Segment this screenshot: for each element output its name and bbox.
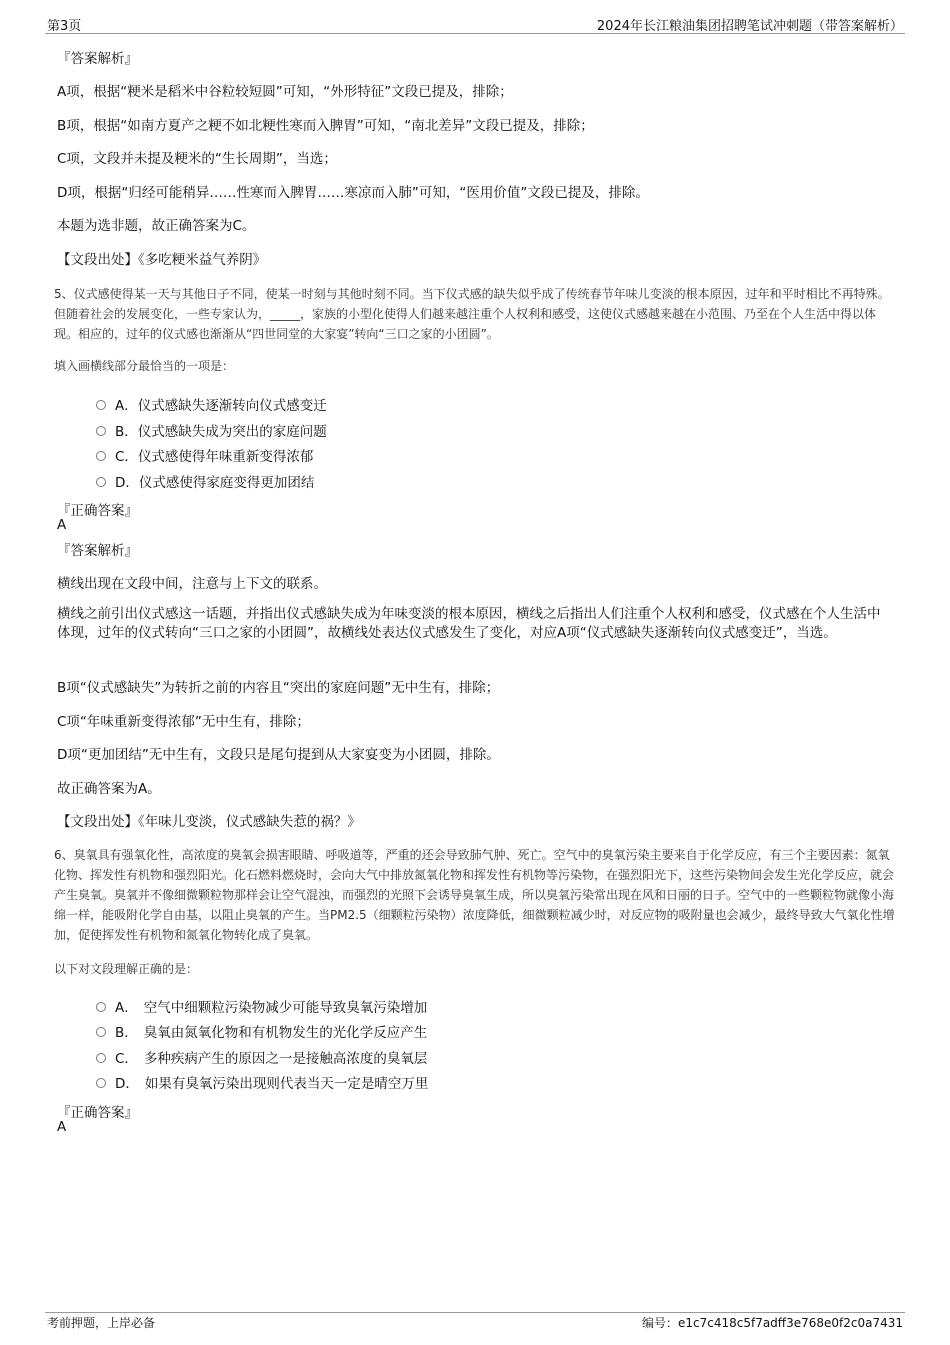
q5-analysis-3: B项“仪式感缺失”为转折之前的内容且“突出的家庭问题”无中生有，排除； <box>57 680 500 696</box>
q6-prompt: 以下对文段理解正确的是： <box>54 962 199 976</box>
q5-analysis-heading: 『答案解析』 <box>57 543 138 559</box>
radio-icon[interactable] <box>96 451 106 461</box>
q6-answer-heading: 『正确答案』 <box>57 1105 138 1121</box>
analysis-conclusion: 本题为选非题，故正确答案为C。 <box>57 218 256 234</box>
page-header <box>0 0 950 36</box>
q5-analysis-4: C项“年味重新变得浓郁”无中生有，排除； <box>57 714 310 730</box>
radio-icon[interactable] <box>96 1027 106 1037</box>
q6-answer: A <box>57 1119 67 1135</box>
analysis-line-a: A项，根据“粳米是稻米中谷粒较短圆”可知，“外形特征”文段已提及，排除； <box>57 84 513 100</box>
analysis-line-c: C项，文段并未提及粳米的“生长周期”，当选； <box>57 151 337 167</box>
q5-stem: 5、仪式感使得某一天与其他日子不同，使某一时刻与其他时刻不同。当下仪式感的缺失似乎成了传统春节年味儿变淡的根本原因，过年和平时相比不再特殊。但随着社会的发展变化，一些专家认为，_____，家族的小型化使得人们越来越注重个人权利和感受，这使仪式感越来越在小范围、乃至在个人生活中得以体现。相应的，过年的仪式感也渐渐从“四世同堂的大家宴”转向“三口之家的小团圆”。 <box>54 287 890 341</box>
footer-divider <box>45 1312 905 1313</box>
analysis-heading: 『答案解析』 <box>57 51 138 67</box>
footer-serial: 编号：e1c7c418c5f7adff3e768e0f2c0a7431 <box>641 1316 903 1330</box>
q5-prompt: 填入画横线部分最恰当的一项是： <box>54 359 235 373</box>
q5-option-c[interactable]: C．仪式感使得年味重新变得浓郁 <box>96 445 313 465</box>
analysis-line-d: D项，根据“归经可能稍异……性寒而入脾胃……寒凉而入肺”可知，“医用价值”文段已提及，排除。 <box>57 185 649 201</box>
q5-answer-heading: 『正确答案』 <box>57 503 138 519</box>
q6-option-d[interactable]: D． 如果有臭氧污染出现则代表当天一定是晴空万里 <box>96 1072 428 1092</box>
radio-icon[interactable] <box>96 426 106 436</box>
footer-slogan: 考前押题，上岸必备 <box>47 1316 156 1330</box>
analysis-line-b: B项，根据“如南方夏产之粳不如北粳性寒而入脾胃”可知，“南北差异”文段已提及，排除； <box>57 118 594 134</box>
q6-stem: 6、臭氧具有强氧化性，高浓度的臭氧会损害眼睛、呼吸道等，严重的还会导致肺气肿、死亡。空气中的臭氧污染主要来自于化学反应，有三个主要因素：氮氧化物、挥发性有机物和强烈阳光。化石燃料燃烧时，会向大气中排放氮氧化物和挥发性有机物等污染物，在强烈阳光下，这些污染物间会发生光化学反应，就会产生臭氧。臭氧并不像细微颗粒物那样会让空气混浊，而强烈的光照下会诱导臭氧生成，所以臭氧污染常出现在风和日丽的日子。空气中的一些颗粒物就像小海绵一样，能吸附化学自由基，以阻止臭氧的产生。当PM2.5（细颗粒污染物）浓度降低，细微颗粒减少时，对反应物的吸附量也会减少，最终导致大气氧化性增加，促使挥发性有机物和氮氧化物转化成了臭氧。 <box>54 848 895 942</box>
q5-source: 【文段出处】《年味儿变淡，仪式感缺失惹的祸？》 <box>57 814 361 830</box>
page-number: 第3页 <box>47 19 82 34</box>
q5-option-a[interactable]: A．仪式感缺失逐渐转向仪式感变迁 <box>96 394 327 414</box>
source-citation: 【文段出处】《多吃粳米益气养阴》 <box>57 252 267 268</box>
radio-icon[interactable] <box>96 400 106 410</box>
radio-icon[interactable] <box>96 477 106 487</box>
q6-option-c[interactable]: C． 多种疾病产生的原因之一是接触高浓度的臭氧层 <box>96 1047 427 1067</box>
q5-answer: A <box>57 517 67 533</box>
q5-analysis-6: 故正确答案为A。 <box>57 781 161 797</box>
q6-option-a[interactable]: A． 空气中细颗粒污染物减少可能导致臭氧污染增加 <box>96 996 427 1016</box>
radio-icon[interactable] <box>96 1078 106 1088</box>
q5-option-b[interactable]: B．仪式感缺失成为突出的家庭问题 <box>96 420 327 440</box>
header-divider <box>45 33 905 34</box>
q6-option-b[interactable]: B． 臭氧由氮氧化物和有机物发生的光化学反应产生 <box>96 1021 427 1041</box>
radio-icon[interactable] <box>96 1053 106 1063</box>
document-title: 2024年长江粮油集团招聘笔试冲刺题（带答案解析） <box>596 19 903 34</box>
q5-analysis-2: 横线之前引出仪式感这一话题，并指出仪式感缺失成为年味变淡的根本原因，横线之后指出人们注重个人权利和感受，仪式感在个人生活中体现，过年的仪式转向“三口之家的小团圆”，故横线处表达仪式感发生了变化，对应A项“仪式感缺失逐渐转向仪式感变迁”，当选。 <box>57 606 881 641</box>
q5-analysis-5: D项“更加团结”无中生有，文段只是尾句提到从大家宴变为小团圆，排除。 <box>57 747 500 763</box>
q5-analysis-1: 横线出现在文段中间，注意与上下文的联系。 <box>57 576 327 592</box>
radio-icon[interactable] <box>96 1002 106 1012</box>
q5-option-d[interactable]: D．仪式感使得家庭变得更加团结 <box>96 471 314 491</box>
